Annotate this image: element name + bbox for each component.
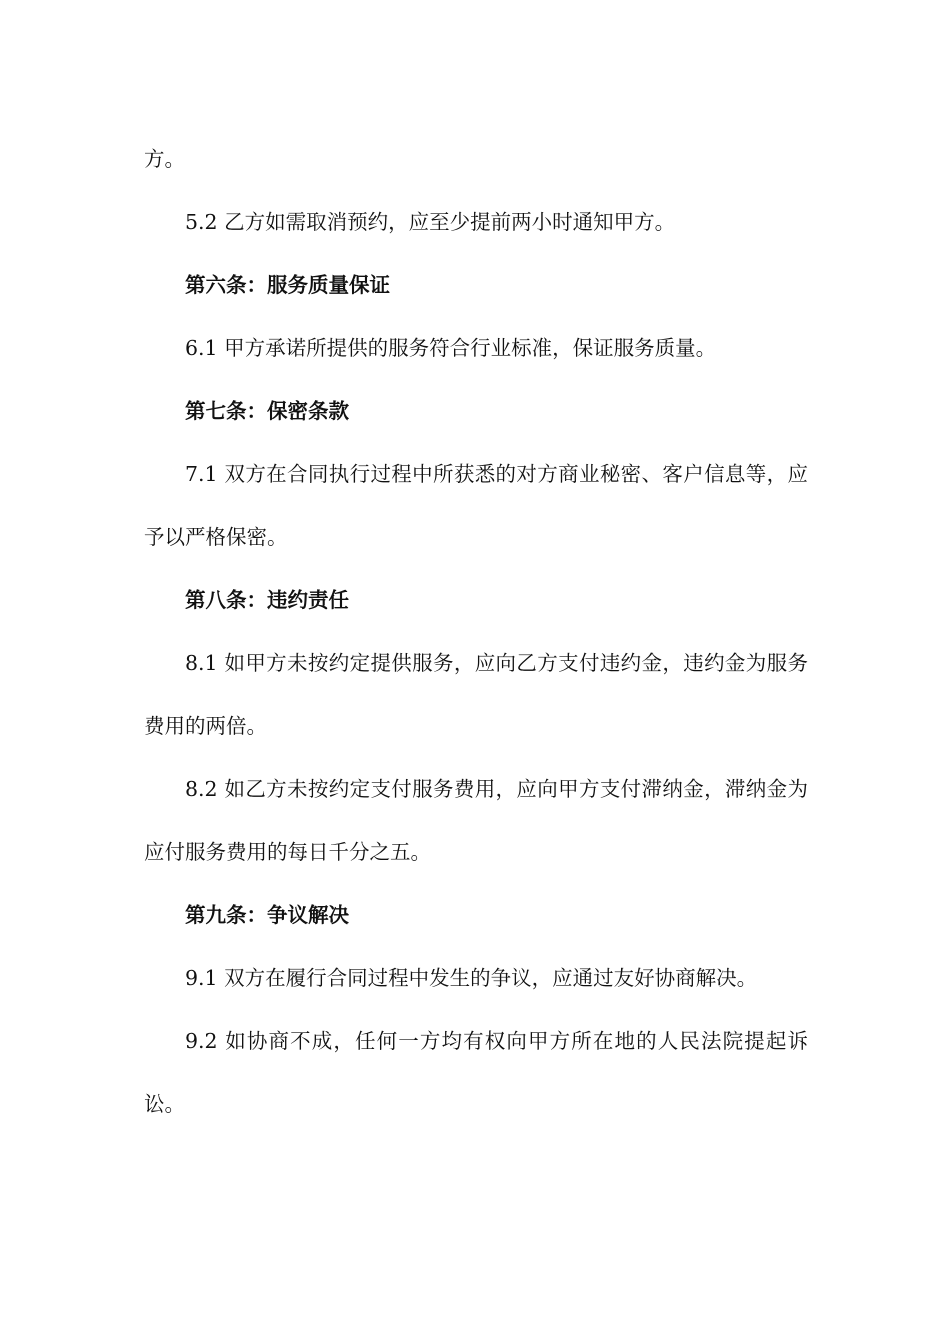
- article-9-heading: 第九条：争议解决: [185, 903, 349, 927]
- paragraph-continuation: 方。: [144, 147, 185, 171]
- clause-6-1: 6.1 甲方承诺所提供的服务符合行业标准，保证服务质量。: [185, 336, 717, 360]
- clause-7-1: 7.1 双方在合同执行过程中所获悉的对方商业秘密、客户信息等，应予以严格保密。: [144, 462, 808, 549]
- clause-9-2: 9.2 如协商不成，任何一方均有权向甲方所在地的人民法院提起诉讼。: [144, 1029, 808, 1116]
- clause-8-1: 8.1 如甲方未按约定提供服务，应向乙方支付违约金，违约金为服务费用的两倍。: [144, 651, 808, 738]
- clause-8-2: 8.2 如乙方未按约定支付服务费用，应向甲方支付滞纳金，滞纳金为应付服务费用的每日千分之五。: [144, 777, 808, 864]
- clause-9-1: 9.1 双方在履行合同过程中发生的争议，应通过友好协商解决。: [185, 966, 758, 990]
- article-6-heading: 第六条：服务质量保证: [185, 273, 390, 297]
- article-7-heading: 第七条：保密条款: [185, 399, 349, 423]
- clause-5-2: 5.2 乙方如需取消预约，应至少提前两小时通知甲方。: [185, 210, 676, 234]
- contract-body: [144, 128, 808, 1136]
- article-8-heading: 第八条：违约责任: [185, 588, 349, 612]
